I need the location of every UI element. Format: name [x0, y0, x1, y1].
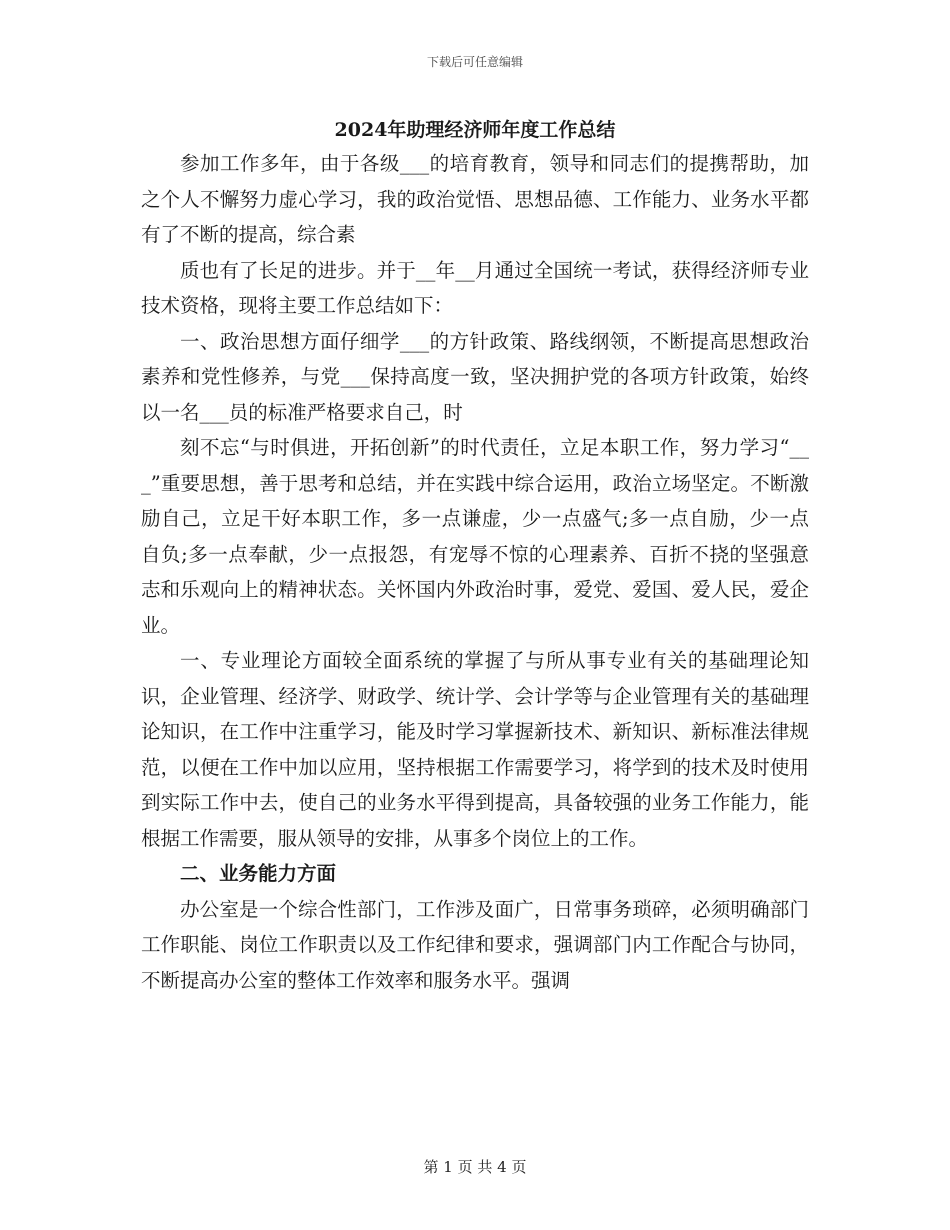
page-number: 第 1 页 共 4 页: [423, 1158, 527, 1176]
section-heading-business-ability: 二、业务能力方面: [180, 862, 337, 885]
paragraph-political: 一、政治思想方面仔细学___的方针政策、路线纲领，不断提高思想政治素养和党性修养，与党___保持高度一致，坚决拥护党的各项方针政策，始终以一名___员的标准严格要求自己，时: [141, 329, 809, 424]
header-note: 下载后可任意编辑: [426, 55, 523, 69]
document-title: 2024年助理经济师年度工作总结: [334, 119, 616, 141]
paragraph-professional-theory: 一、专业理论方面较全面系统的掌握了与所从事专业有关的基础理论知识，企业管理、经济学、财政学、统计学、会计学等与企业管理有关的基础理论知识，在工作中注重学习，能及时学习掌握新技术、新知识、新标准法律规范，以便在工作中加以应用，坚持根据工作需要学习，将学到的技术及时使用到实际工作中去，使自己的业务水平得到提高，具备较强的业务工作能力，能根据工作需要，服从领导的安排，从事多个岗位上的工作。: [141, 649, 809, 850]
paragraph-political-continued: 刻不忘“与时俱进，开拓创新”的时代责任，立足本职工作，努力学习“___”重要思想，善于思考和总结，并在实践中综合运用，政治立场坚定。不断激励自己，立足干好本职工作，多一点谦虚，少一点盛气;多一点自励，少一点自负;多一点奉献，少一点报怨，有宠辱不惊的心理素养、百折不挠的坚强意志和乐观向上的精神状态。关怀国内外政治时事，爱党、爱国、爱人民，爱企业。: [141, 436, 809, 637]
document-body: [141, 146, 809, 998]
paragraph-office-work: 办公室是一个综合性部门，工作涉及面广，日常事务琐碎，必须明确部门工作职能、岗位工作职责以及工作纪律和要求，强调部门内工作配合与协同，不断提高办公室的整体工作效率和服务水平。强调: [141, 897, 809, 992]
paragraph-intro: 参加工作多年，由于各级___的培育教育，领导和同志们的提携帮助，加之个人不懈努力虚心学习，我的政治觉悟、思想品德、工作能力、业务水平都有了不断的提高，综合素: [141, 152, 809, 246]
paragraph-intro-continued: 质也有了长足的进步。并于__年__月通过全国统一考试，获得经济师专业技术资格，现将主要工作总结如下：: [141, 258, 809, 317]
